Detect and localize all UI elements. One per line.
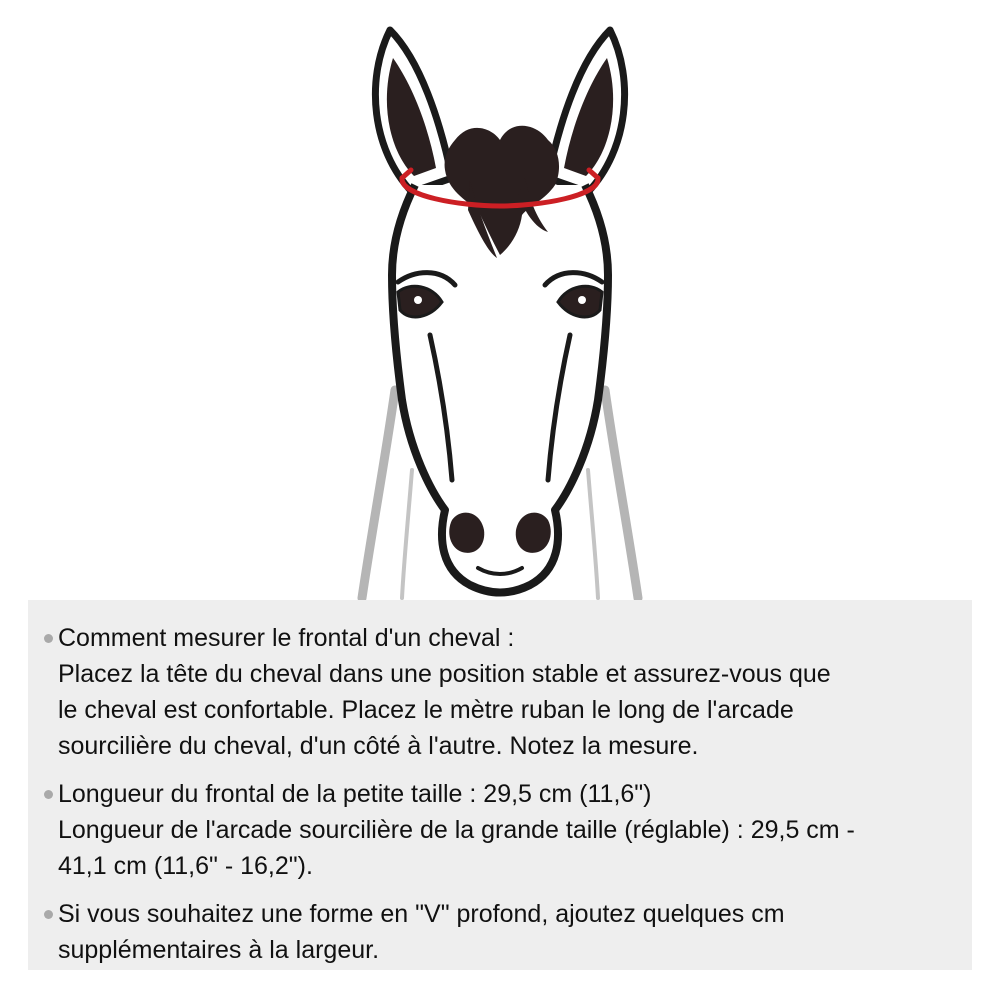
bullet-dot-icon: [44, 910, 53, 919]
bullet-line: Longueur de l'arcade sourcilière de la grande taille (réglable) : 29,5 cm -: [58, 816, 855, 844]
bullet-dot-icon: [44, 790, 53, 799]
bullet-line: 41,1 cm (11,6" - 16,2").: [58, 852, 313, 880]
bullet-dot-icon: [44, 634, 53, 643]
info-panel: [28, 600, 972, 970]
bullet-item-sizes: [44, 776, 954, 884]
right-ear: [548, 30, 625, 192]
bullet-line: supplémentaires à la largeur.: [58, 936, 380, 964]
bullet-line: Placez la tête du cheval dans une position stable et assurez-vous que: [58, 660, 831, 688]
bullet-item-how-to-measure: [44, 620, 954, 764]
bullet-line: le cheval est confortable. Placez le mètre ruban le long de l'arcade: [58, 696, 794, 724]
left-ear: [375, 30, 452, 192]
bullet-item-v-shape: [44, 896, 954, 968]
bullet-line: Comment mesurer le frontal d'un cheval :: [58, 624, 515, 652]
bullet-line: Longueur du frontal de la petite taille : 29,5 cm (11,6"): [58, 780, 652, 808]
bullet-line: Si vous souhaitez une forme en "V" profond, ajoutez quelques cm: [58, 900, 785, 928]
bullet-line: sourcilière du cheval, d'un côté à l'autre. Notez la mesure.: [58, 732, 699, 760]
